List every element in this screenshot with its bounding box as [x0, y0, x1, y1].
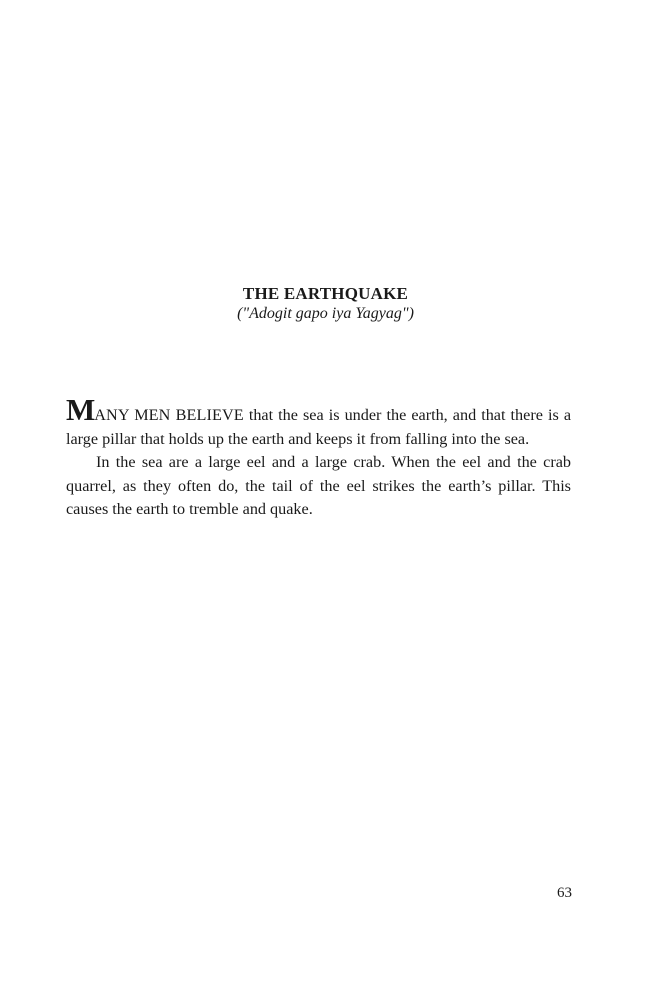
lead-in-smallcaps: ANY MEN BELIEVE	[94, 406, 244, 424]
story-title: THE EARTHQUAKE	[242, 284, 409, 303]
story-body	[66, 392, 572, 522]
story-subtitle: ("Adogit gapo iya Yagyag")	[237, 305, 414, 322]
page-number: 63	[557, 885, 572, 901]
paragraph-1	[66, 392, 572, 451]
paragraph-1-text: that the sea is under the earth, and that there is a large pillar that holds up the earth and keeps it from falling into the sea.	[66, 406, 572, 448]
paragraph-2: In the sea are a large eel and a large crab. When the eel and the crab quarrel, as they often do, the tail of the eel strikes the earth’s pillar. This causes the earth to tremble and quake.	[66, 453, 571, 518]
drop-cap: M	[66, 392, 95, 427]
